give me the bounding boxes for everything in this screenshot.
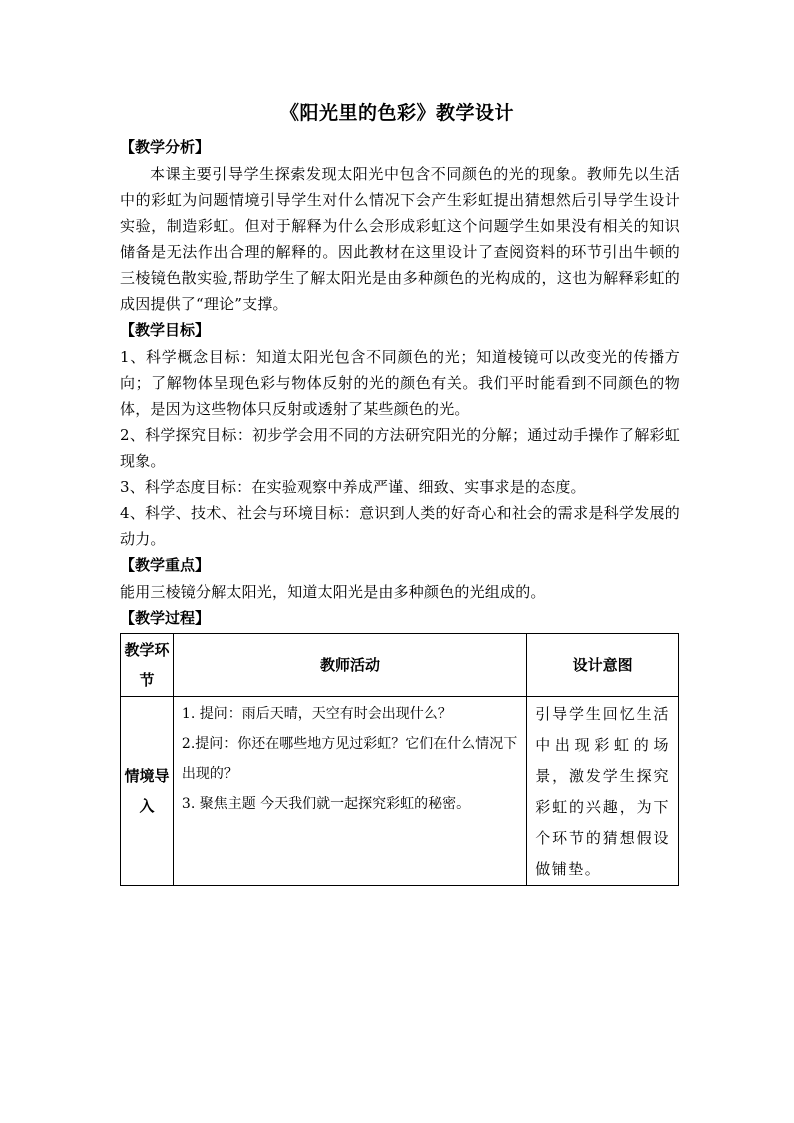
section-heading-process: 【教学过程】 <box>120 609 211 627</box>
activities-cell <box>173 697 526 886</box>
focus-paragraph: 能用三棱镜分解太阳光，知道太阳光是由多种颜色的光组成的。 <box>120 583 546 601</box>
process-table <box>120 633 679 886</box>
goal-item: 3、科学态度目标：在实验观察中养成严谨、细致、实事求是的态度。 <box>120 478 586 496</box>
header-activities: 教师活动 <box>173 634 526 697</box>
activity-item: 1. 提问：雨后天晴，天空有时会出现什么？ <box>181 706 452 722</box>
goal-item: 1、科学概念目标：知道太阳光包含不同颜色的光；知道棱镜可以改变光的传播方向；了解物体呈现色彩与物体反射的光的颜色有关。我们平时能看到不同颜色的物体，是因为这些物体只反射或透射了某些颜色的光。 <box>120 348 680 418</box>
analysis-paragraph: 本课主要引导学生探索发现太阳光中包含不同颜色的光的现象。教师先以生活中的彩虹为问题情境引导学生对什么情况下会产生彩虹提出猜想然后引导学生设计实验，制造彩虹。但对于解释为什么会形成彩虹这个问题学生如果没有相关的知识储备是无法作出合理的解释的。因此教材在这里设计了查阅资料的环节引出牛顿的三棱镜色散实验,帮助学生了解太阳光是由多种颜色的光构成的，这也为解释彩虹的成因提供了“理论”支撑。 <box>120 165 680 313</box>
document-body <box>120 137 680 886</box>
document-title: 《阳光里的色彩》教学设计 <box>279 102 514 124</box>
table-row <box>121 697 679 886</box>
section-heading-goals: 【教学目标】 <box>120 321 211 339</box>
goal-item: 2、科学探究目标：初步学会用不同的方法研究阳光的分解；通过动手操作了解彩虹现象。 <box>120 426 680 470</box>
intent-cell: 引导学生回忆生活中出现彩虹的场景，激发学生探究彩虹的兴趣，为下个环节的猜想假设做铺垫。 <box>527 697 679 886</box>
header-stage: 教学环节 <box>121 634 174 697</box>
table-header-row <box>121 634 679 697</box>
activity-item: 2.提问：你还在哪些地方见过彩虹？它们在什么情况下出现的？ <box>181 736 518 782</box>
section-heading-focus: 【教学重点】 <box>120 556 211 574</box>
stage-cell: 情境导入 <box>121 697 174 886</box>
activity-item: 3. 聚焦主题 今天我们就一起探究彩虹的秘密。 <box>181 796 471 812</box>
goal-item: 4、科学、技术、社会与环境目标：意识到人类的好奇心和社会的需求是科学发展的动力。 <box>120 504 680 548</box>
section-heading-analysis: 【教学分析】 <box>120 138 211 156</box>
header-intent: 设计意图 <box>527 634 679 697</box>
